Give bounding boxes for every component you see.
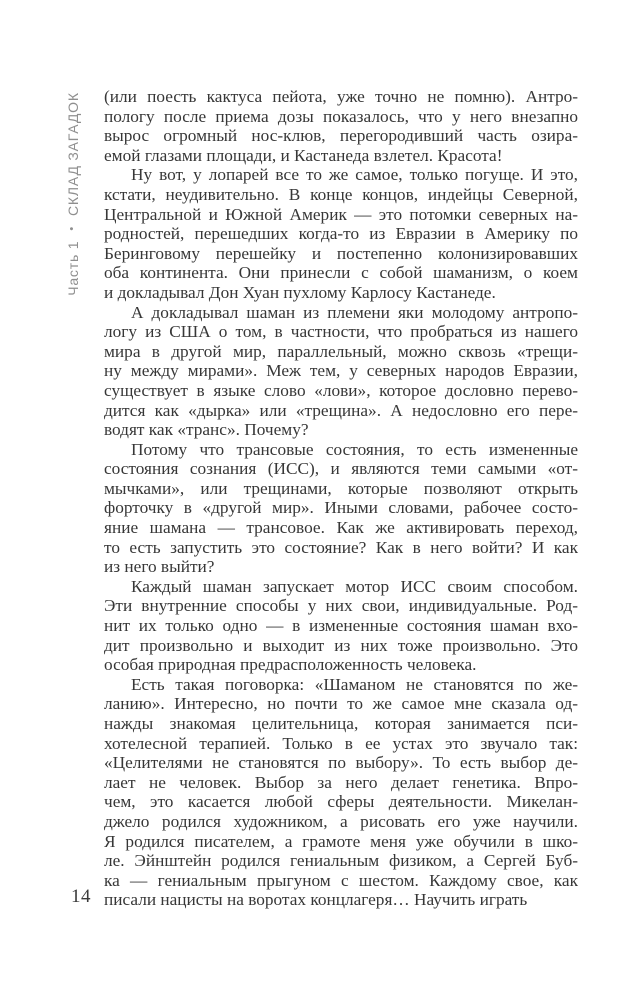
- margin-header: [63, 78, 83, 310]
- text-line: писали нацисты на воротах концлагеря… Научить играть: [104, 890, 528, 910]
- text-line: хотелесной терапией. Только в ее устах это звучало так:: [104, 733, 578, 753]
- text-line: Я родился писателем, а грамоте меня уже обучили в шко-: [104, 831, 578, 851]
- text-line: Ну вот, у лопарей все то же самое, только погуще. И это,: [131, 165, 578, 185]
- text-line: Каждый шаман запускает мотор ИСС своим способом.: [131, 576, 578, 596]
- part-label: Часть 1: [65, 240, 81, 296]
- text-line: дит произвольно и выходит из них тоже произвольно. Это: [104, 635, 578, 655]
- text-line: Есть такая поговорка: «Шаманом не становятся по же-: [131, 674, 578, 694]
- paragraph: [104, 165, 578, 302]
- text-line: джело родился художником, а рисовать его уже научили.: [104, 811, 578, 831]
- text-line: (или поесть кактуса пейота, уже точно не помню). Антро-: [104, 87, 578, 106]
- text-line: нажды знакомая целительница, которая занимается пси-: [104, 714, 578, 733]
- text-line: и докладывал Дон Хуан пухлому Карлосу Кастанеде.: [104, 282, 496, 302]
- text-line: яние шамана — трансовое. Как же активировать переход,: [104, 518, 578, 538]
- text-line: оба континента. Они принесли с собой шаманизм, о коем: [104, 263, 578, 283]
- text-line: состояния сознания (ИСС), и являются теми самыми «от-: [104, 459, 578, 479]
- text-line: из него выйти?: [104, 557, 215, 577]
- page-number: 14: [71, 886, 91, 907]
- text-line: существует в языке слово «лови», которое дословно перево-: [104, 380, 578, 400]
- text-line: емой глазами площади, и Кастанеда взлетел. Красота!: [104, 145, 503, 165]
- text-line: вырос огромный нос-клюв, перегородивший часть озира-: [104, 126, 578, 146]
- text-line: Центральной и Южной Америк — это потомки северных на-: [104, 204, 578, 224]
- paragraph: [104, 87, 578, 165]
- paragraph: [104, 440, 578, 577]
- bullet-separator-icon: •: [66, 226, 78, 231]
- text-line: кстати, неудивительно. В конце концов, индейцы Северной,: [104, 184, 578, 204]
- text-line: Эти внутренние способы у них свои, индивидуальные. Род-: [104, 596, 578, 616]
- text-line: Потому что трансовые состояния, то есть измененные: [131, 439, 578, 459]
- text-line: ле. Эйнштейн родился гениальным физиком, а Сергей Буб-: [104, 851, 578, 871]
- text-line: логу из США о том, в частности, что пробраться из нашего: [104, 322, 578, 342]
- text-line: форточку в «другой мир». Иными словами, рабочее состо-: [104, 498, 578, 518]
- text-line: «Целителями не становятся по выбору». То есть выбор де-: [104, 753, 578, 773]
- text-line: водят как «транс». Почему?: [104, 420, 309, 440]
- text-line: чем, это касается любой сферы деятельности. Микелан-: [104, 792, 578, 812]
- text-line: нит их только одно — в измененные состояния шаман вхо-: [104, 616, 578, 636]
- text-line: пологу после приема дозы показалось, что у него внезапно: [104, 106, 578, 126]
- text-line: родностей, перешедших когда-то из Евразии в Америку по: [104, 224, 578, 244]
- text-line: дится как «дырка» или «трещина». А недословно его пере-: [104, 400, 578, 420]
- paragraph: [104, 675, 578, 910]
- body-text: [104, 87, 578, 910]
- text-line: мычками», или трещинами, которые позволяют открыть: [104, 478, 578, 498]
- text-line: особая природная предрасположенность человека.: [104, 655, 477, 675]
- section-title: СКЛАД ЗАГАДОК: [65, 92, 81, 217]
- text-line: Беринговому перешейку и постепенно колонизировавших: [104, 243, 578, 263]
- text-line: А докладывал шаман из племени яки молодому антропо-: [131, 302, 578, 322]
- text-line: ка — гениальным прыгуном с шестом. Каждому свое, как: [104, 870, 578, 890]
- text-line: то есть запустить это состояние? Как в него войти? И как: [104, 537, 578, 557]
- text-line: лает не человек. Выбор за него делает генетика. Впро-: [104, 772, 578, 792]
- paragraph: [104, 303, 578, 440]
- text-line: мира в другой мир, параллельный, можно сквозь «трещи-: [104, 341, 578, 361]
- text-line: ну между мирами». Меж тем, у северных народов Евразии,: [104, 361, 578, 381]
- text-line: ланию». Интересно, но почти то же самое мне сказала од-: [104, 694, 578, 714]
- paragraph: [104, 577, 578, 675]
